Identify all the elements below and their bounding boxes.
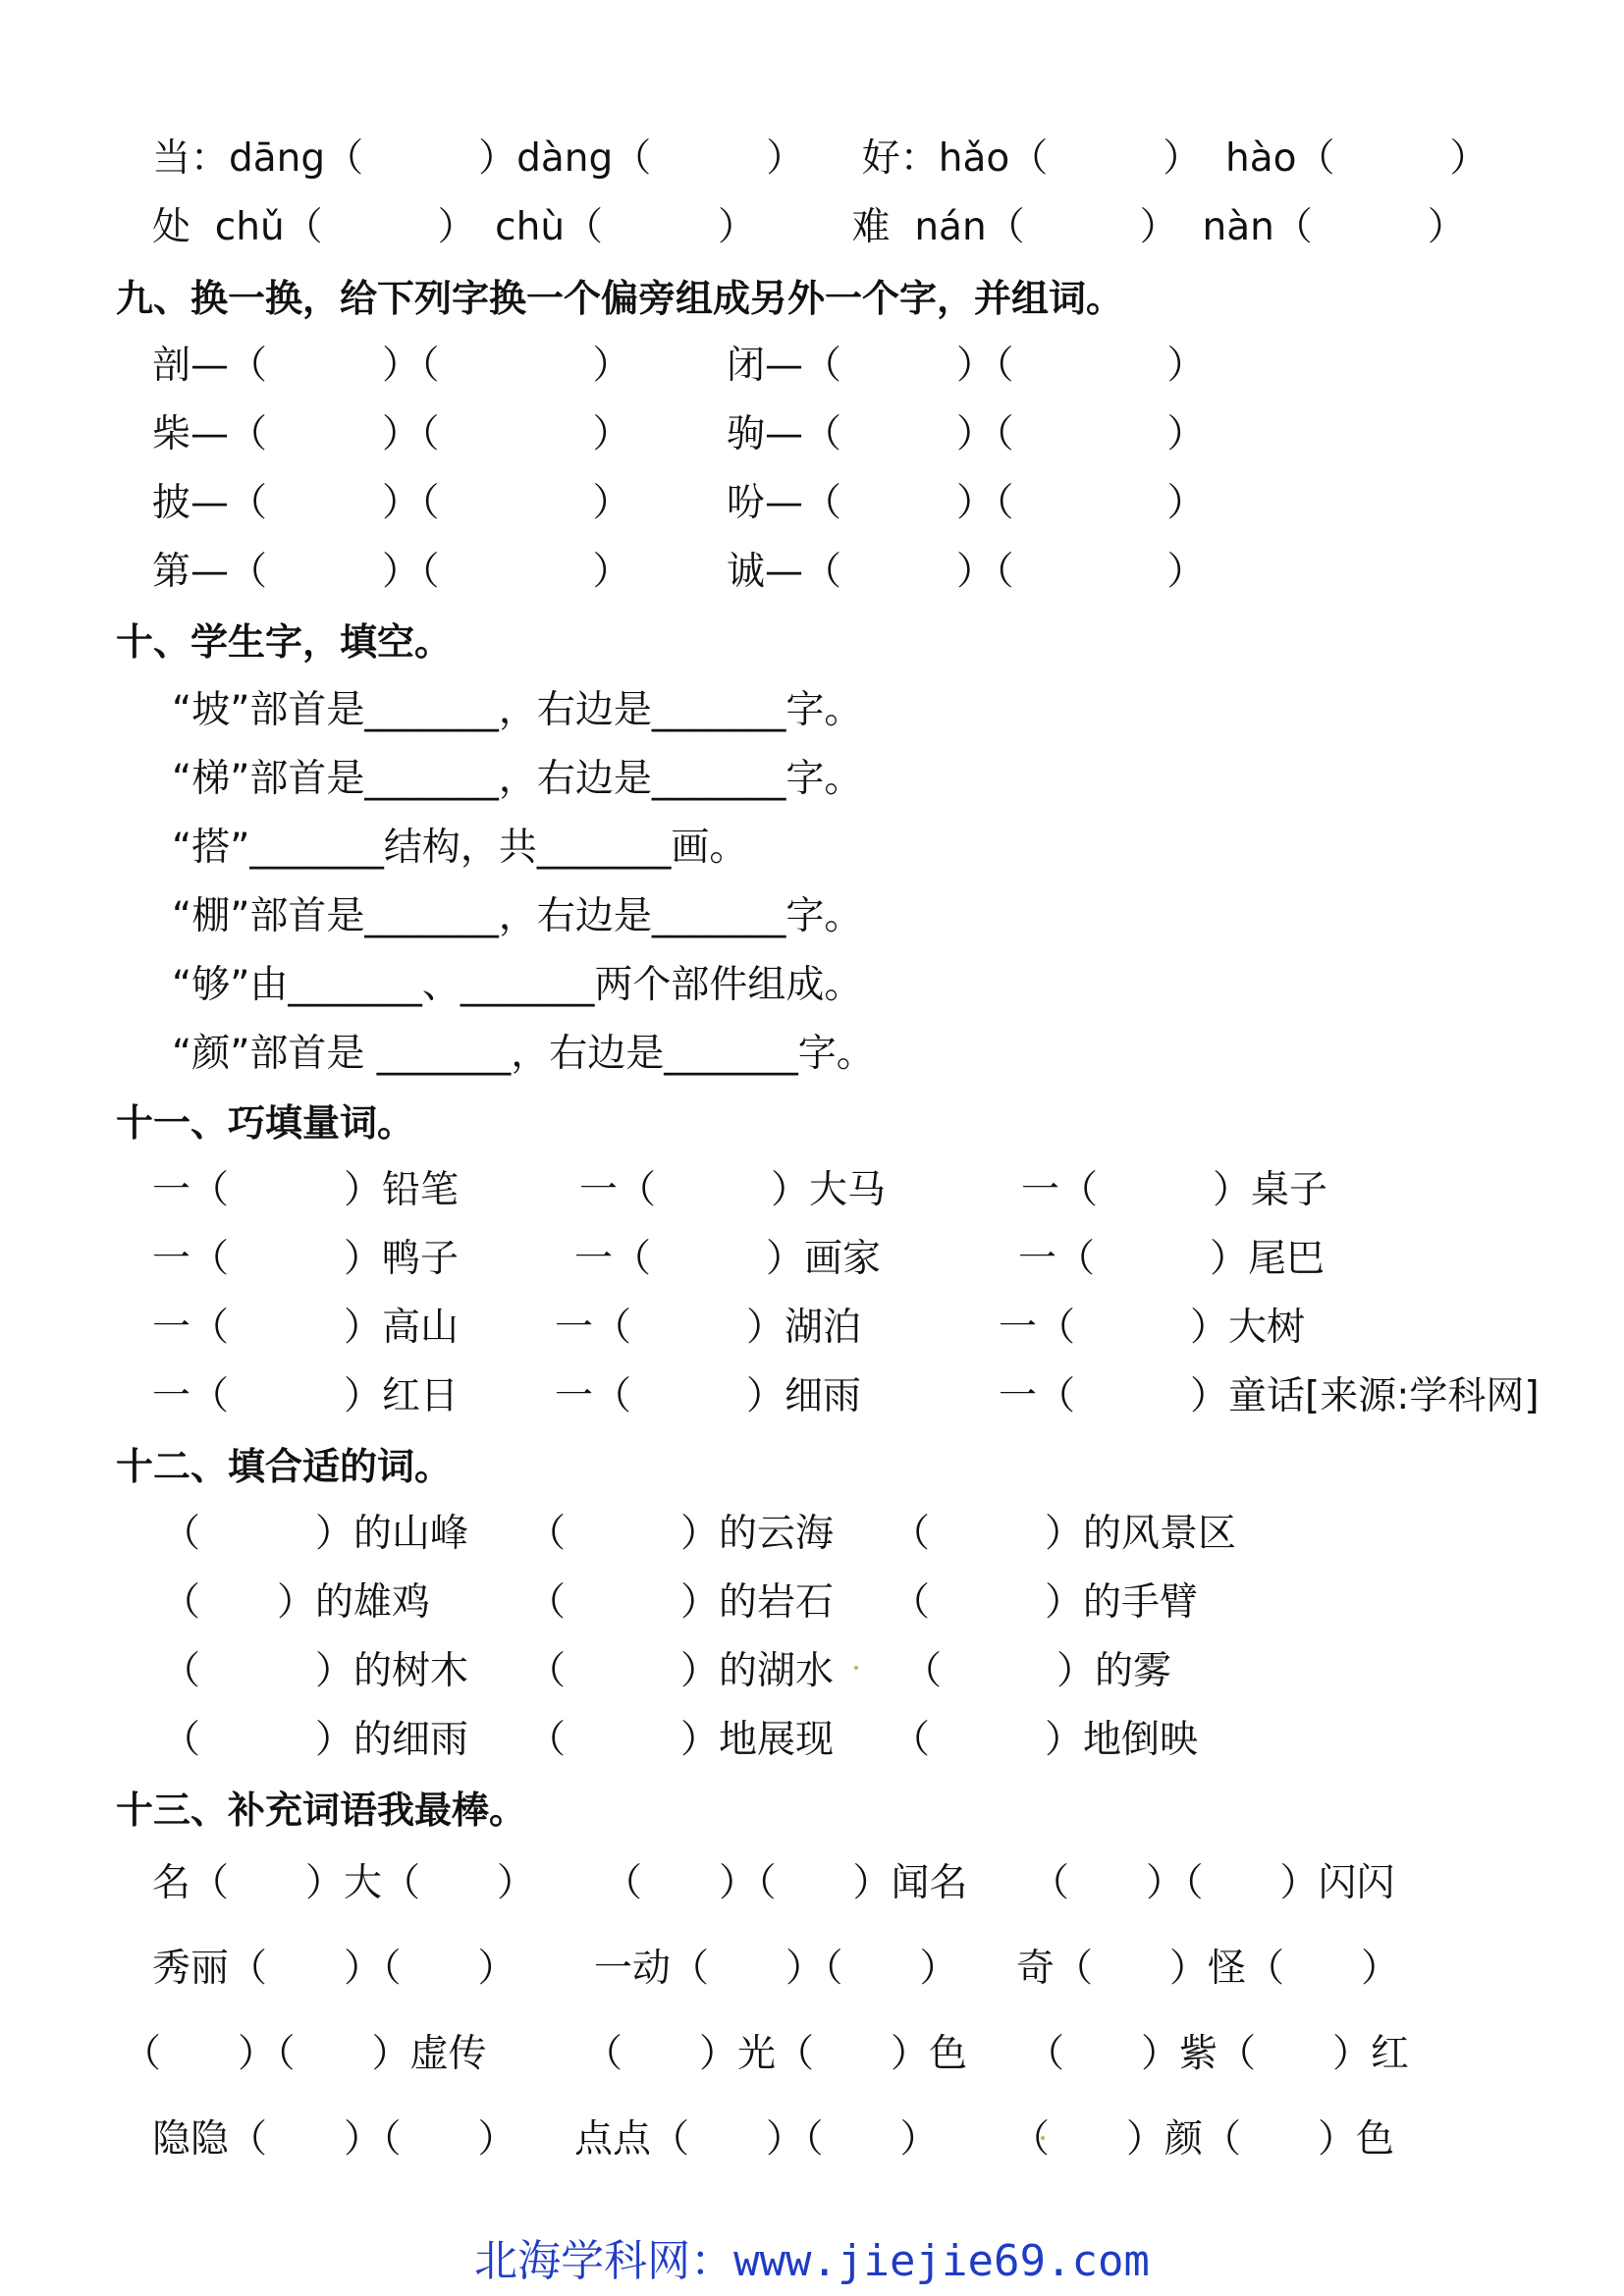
footer-label: 北海学科网： <box>474 2236 734 2286</box>
s13-r3-c3: （ ）紫（ ）红 <box>1026 2032 1410 2076</box>
section-10-title: 十、学生字，填空。 <box>116 620 453 664</box>
s9-row-4-right: 诚—（ ）（ ） <box>727 550 1206 594</box>
polyphone-line-1: 当：dāng（ ）dàng（ ） 好：hǎo（ ） hào（ ） <box>152 136 1489 181</box>
s9-row-4-left: 第—（ ）（ ） <box>152 550 631 594</box>
s13-r1-c3: （ ）（ ）闪闪 <box>1031 1861 1395 1905</box>
s12-r3-c2: （ ）的湖水 <box>527 1649 835 1693</box>
s12-r2-c2: （ ）的岩石 <box>527 1580 835 1625</box>
section-11-title: 十一、巧填量词。 <box>116 1101 415 1145</box>
s9-row-1-left: 剖—（ ）（ ） <box>152 344 631 388</box>
s12-r2-c3: （ ）的手臂 <box>892 1580 1199 1625</box>
s12-r3-c1: （ ）的树木 <box>162 1649 469 1693</box>
polyphone-line-2: 处 chǔ（ ） chù（ ） 难 nán（ ） nàn（ ） <box>152 205 1466 249</box>
s12-r3-c3: （ ）的雾 <box>903 1649 1172 1693</box>
section-9-title: 九、换一换，给下列字换一个偏旁组成另外一个字，并组词。 <box>116 277 1124 320</box>
s13-r3-c2: （ ）光（ ）色 <box>584 2032 968 2076</box>
s10-row-1: “坡”部首是_______，右边是_______字。 <box>172 688 863 732</box>
s12-r4-c2: （ ）地展现 <box>527 1718 835 1762</box>
s11-r4-c3: 一（ ）童话[来源:学科网] <box>999 1374 1540 1418</box>
s11-r4-c1: 一（ ）红日 <box>152 1374 460 1418</box>
s12-r1-c2: （ ）的云海 <box>527 1512 835 1556</box>
s11-r3-c1: 一（ ）高山 <box>152 1306 460 1350</box>
s11-r2-c2: 一（ ）画家 <box>574 1237 882 1281</box>
stray-dot-mark <box>854 1666 858 1670</box>
s9-row-3-left: 披—（ ）（ ） <box>152 481 631 525</box>
s11-r1-c1: 一（ ）铅笔 <box>152 1168 460 1212</box>
s12-r1-c1: （ ）的山峰 <box>162 1512 469 1556</box>
s11-r1-c2: 一（ ）大马 <box>579 1168 887 1212</box>
s10-row-4: “棚”部首是_______，右边是_______字。 <box>172 894 863 938</box>
s13-r1-c2: （ ）（ ）闻名 <box>604 1861 968 1905</box>
s13-r4-c2: 点点（ ）（ ） <box>574 2117 939 2162</box>
s13-r2-c3: 奇（ ）怪（ ） <box>1016 1947 1400 1991</box>
s11-r2-c1: 一（ ）鸭子 <box>152 1237 460 1281</box>
s10-row-3: “搭”_______结构，共_______画。 <box>172 826 748 870</box>
footer-watermark <box>0 2234 1624 2289</box>
s13-r1-c1: 名（ ）大（ ） <box>152 1861 536 1905</box>
s11-r1-c3: 一（ ）桌子 <box>1021 1168 1328 1212</box>
s11-r4-c2: 一（ ）细雨 <box>555 1374 862 1418</box>
s13-r2-c1: 秀丽（ ）（ ） <box>152 1947 516 1991</box>
s9-row-1-right: 闭—（ ）（ ） <box>727 344 1206 388</box>
s13-r4-c3: （ ）颜（ ）色 <box>1011 2117 1395 2162</box>
s13-r2-c2: 一动（ ）（ ） <box>594 1947 958 1991</box>
s10-row-5: “够”由_______、_______两个部件组成。 <box>172 963 863 1007</box>
s10-row-2: “梯”部首是_______，右边是_______字。 <box>172 757 863 801</box>
section-13-title: 十三、补充词语我最棒。 <box>116 1789 527 1832</box>
s13-r3-c1: （ ）（ ）虚传 <box>123 2032 487 2076</box>
s11-r3-c2: 一（ ）湖泊 <box>555 1306 862 1350</box>
s12-r4-c1: （ ）的细雨 <box>162 1718 469 1762</box>
s12-r1-c3: （ ）的风景区 <box>892 1512 1237 1556</box>
s9-row-2-right: 驹—（ ）（ ） <box>727 412 1206 456</box>
s9-row-3-right: 吩—（ ）（ ） <box>727 481 1206 525</box>
s10-row-6: “颜”部首是 _______，右边是_______字。 <box>172 1032 875 1076</box>
footer-url[interactable]: www.jiejie69.com <box>733 2236 1150 2286</box>
s13-r4-c1: 隐隐（ ）（ ） <box>152 2117 516 2162</box>
s11-r2-c3: 一（ ）尾巴 <box>1018 1237 1326 1281</box>
s12-r2-c1: （ ）的雄鸡 <box>162 1580 431 1625</box>
s9-row-2-left: 柴—（ ）（ ） <box>152 412 631 456</box>
s11-r3-c3: 一（ ）大树 <box>999 1306 1306 1350</box>
s12-r4-c3: （ ）地倒映 <box>892 1718 1199 1762</box>
section-12-title: 十二、填合适的词。 <box>116 1445 453 1488</box>
